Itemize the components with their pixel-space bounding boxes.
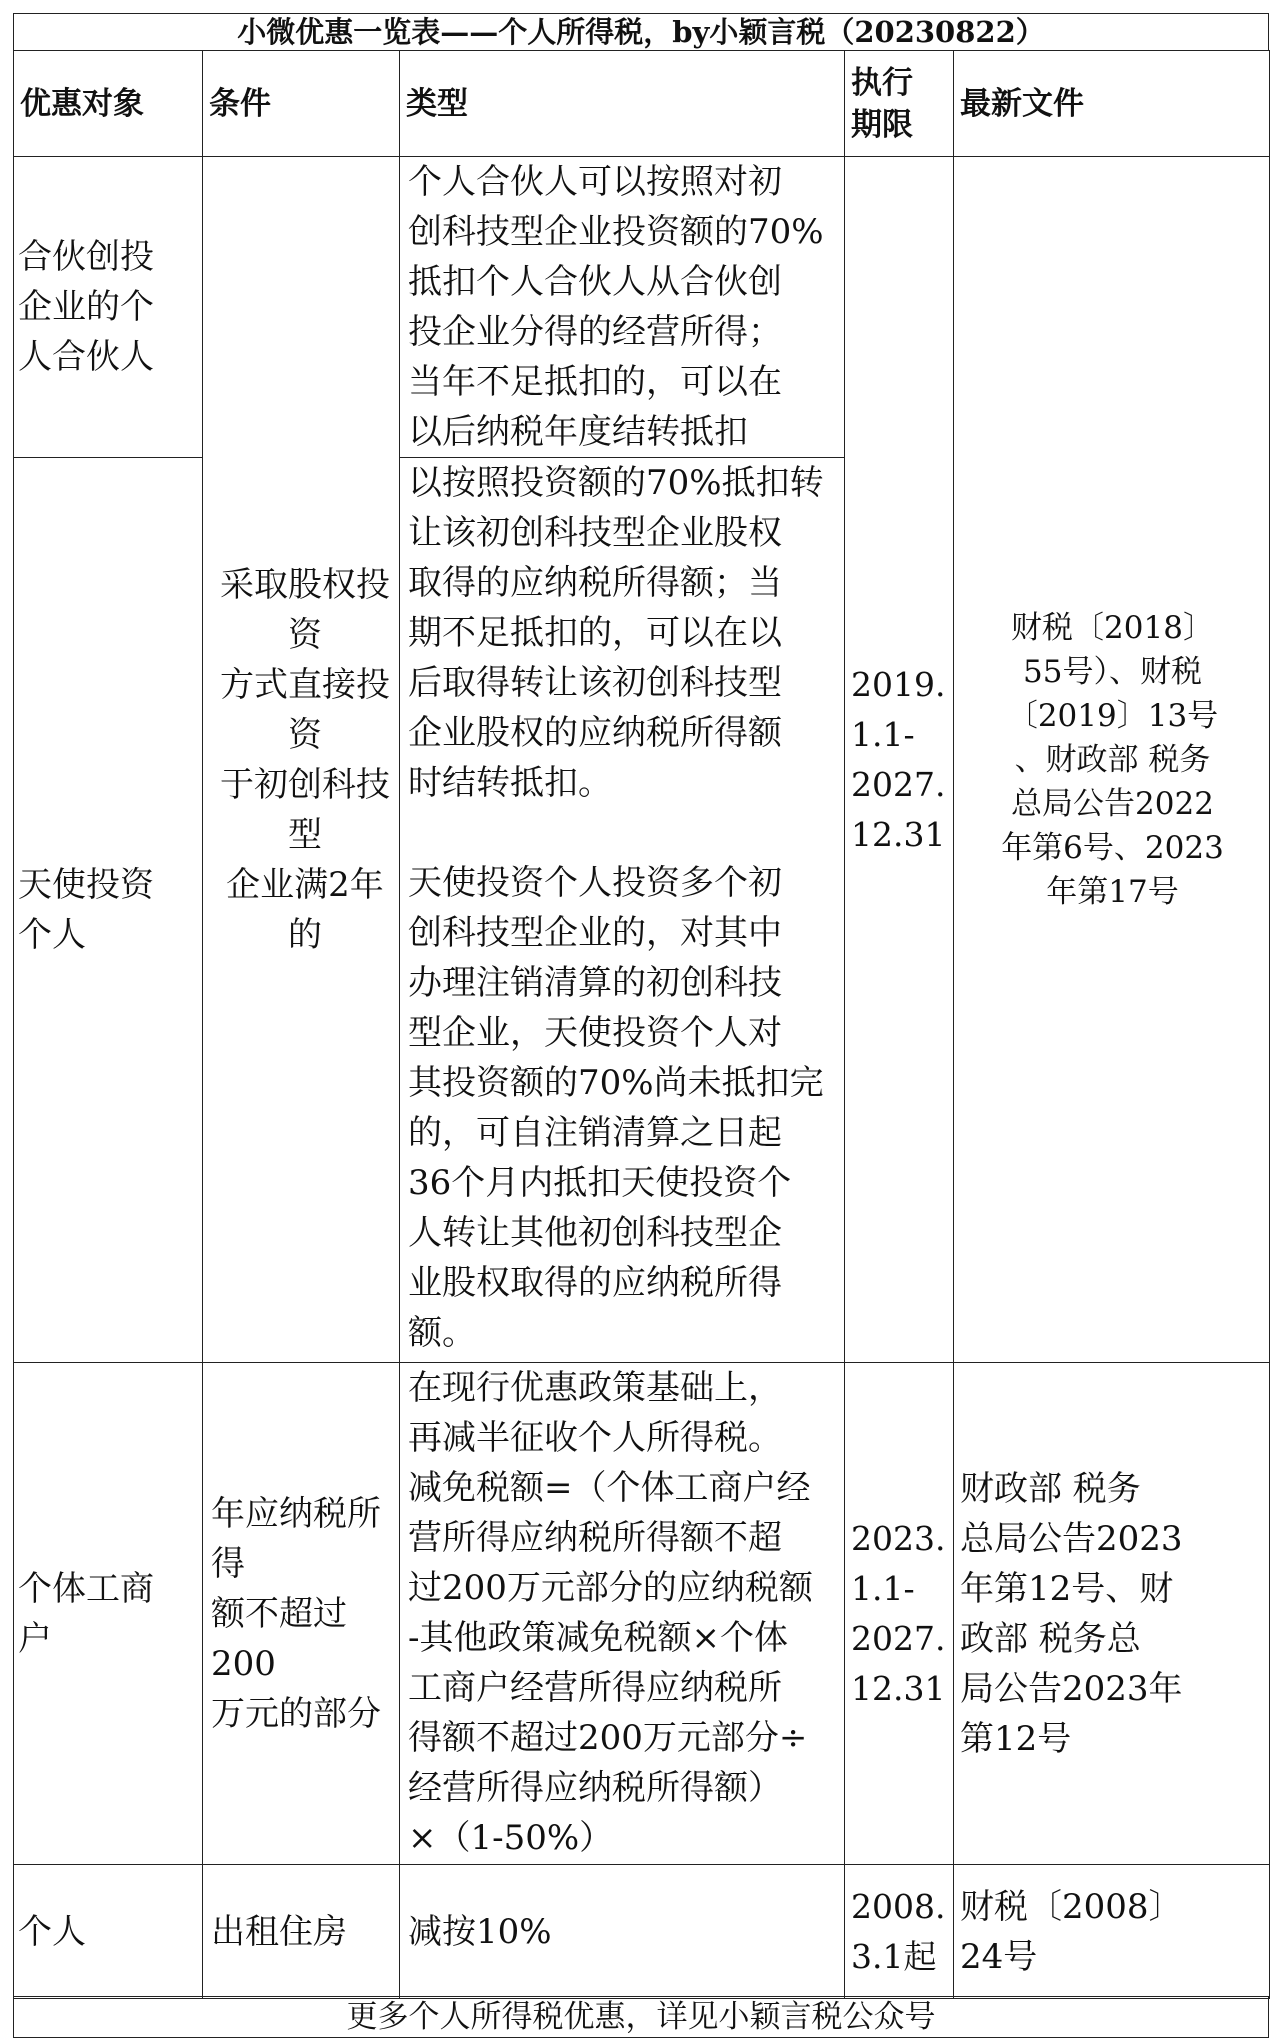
row-angel-type [400,458,845,1363]
header-period: 执行 期限 [845,51,954,157]
row-individual-document: 财税〔2008〕 24号 [954,1865,1270,1999]
document-page [13,13,1269,2033]
row-business-condition: 年应纳税所得 额不超过200 万元的部分 [203,1363,400,1865]
table-title: 小微优惠一览表——个人所得税，by小颖言税（20230822） [13,13,1269,51]
row-business-target: 个体工商 户 [14,1363,203,1865]
row-individual-condition: 出租住房 [203,1865,400,1999]
header-row [14,51,1270,157]
header-condition: 条件 [203,51,400,157]
row-angel-target: 天使投资 个人 [14,458,203,1363]
header-target: 优惠对象 [14,51,203,157]
table-row [14,157,1270,458]
row-partner-type: 个人合伙人可以按照对初 创科技型企业投资额的70% 抵扣个人合伙人从合伙创 投企业分得的经营所得； 当年不足抵扣的，可以在 以后纳税年度结转抵扣 [400,157,845,458]
angel-type-paragraph-1: 以按照投资额的70%抵扣转 让该初创科技型企业股权 取得的应纳税所得额；当 期不足抵扣的，可以在以 后取得转让该初创科技型 企业股权的应纳税所得额 时结转抵扣。 [408,463,824,803]
header-type: 类型 [400,51,845,157]
row-individual-type: 减按10% [400,1865,845,1999]
angel-type-paragraph-2: 天使投资个人投资多个初 创科技型企业的，对其中 办理注销清算的初创科技 型企业，天使投资个人对 其投资额的70%尚未抵扣完 的，可自注销清算之日起 36个月内抵扣天使投资个 人转让其他初创科技型企 业股权取得的应纳税所得 额。 [408,863,824,1353]
table-row [14,1865,1270,1999]
row-individual-period: 2008. 3.1起 [845,1865,954,1999]
row-equity-period: 2019. 1.1- 2027. 12.31 [845,157,954,1363]
row-equity-condition: 采取股权投资 方式直接投资 于初创科技型 企业满2年的 [203,157,400,1363]
row-individual-target: 个人 [14,1865,203,1999]
header-document: 最新文件 [954,51,1270,157]
row-business-type: 在现行优惠政策基础上， 再减半征收个人所得税。 减免税额=（个体工商户经 营所得应纳税所得额不超 过200万元部分的应纳税额 -其他政策减免税额×个体 工商户经营所得应纳税所 得额不超过200万元部分÷ 经营所得应纳税所得额） ×（1-50%） [400,1363,845,1865]
row-business-document: 财政部 税务 总局公告2023 年第12号、财 政部 税务总 局公告2023年 第12号 [954,1363,1270,1865]
footer-note: 更多个人所得税优惠，详见小颖言税公众号 [13,1996,1269,2038]
row-equity-document: 财税〔2018〕 55号）、财税 〔2019〕13号 、财政部 税务 总局公告2022 年第6号、2023 年第17号 [954,157,1270,1363]
table-row [14,1363,1270,1865]
row-business-period: 2023. 1.1- 2027. 12.31 [845,1363,954,1865]
row-partner-target: 合伙创投 企业的个 人合伙人 [14,157,203,458]
preference-table [13,50,1270,1999]
paragraph-gap [408,808,840,858]
